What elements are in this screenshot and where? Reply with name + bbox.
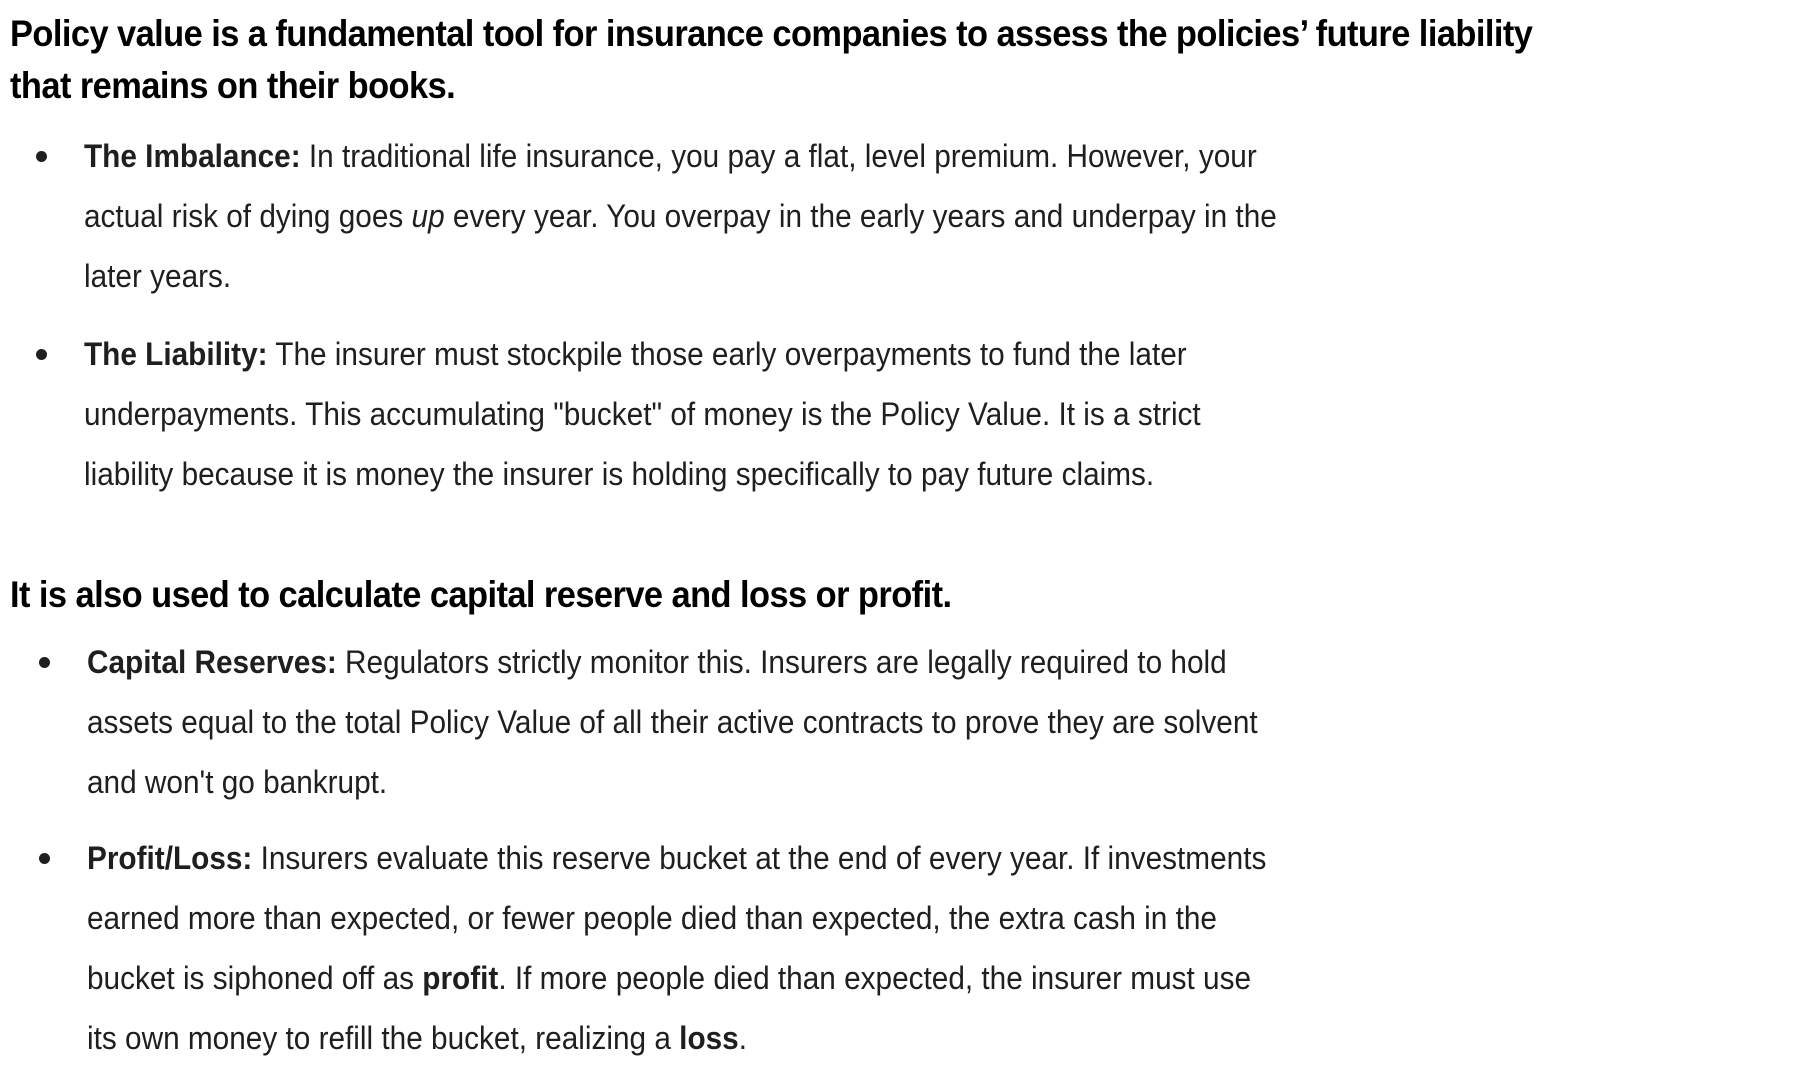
profit-emphasis: profit	[422, 960, 499, 996]
item-label: Capital Reserves:	[87, 644, 337, 680]
item-text: every year. You overpay in the early years and underpay in the	[444, 198, 1277, 234]
item-text: .	[738, 1020, 747, 1056]
section2-heading: It is also used to calculate capital reserve and loss or profit.	[10, 574, 952, 615]
item-label: Profit/Loss:	[87, 840, 253, 876]
item-text: Regulators strictly monitor this. Insurers are legally required to hold	[336, 644, 1227, 680]
bullet-icon	[36, 349, 47, 360]
section1-heading-line2: that remains on their books.	[10, 65, 456, 106]
item-text: In traditional life insurance, you pay a flat, level premium. However, your	[300, 138, 1257, 174]
item-text: liability because it is money the insurer is holding specifically to pay future claims.	[84, 456, 1155, 492]
list-item-profit-loss	[3, 828, 1355, 1068]
item-text: . If more people died than expected, the insurer must use	[498, 960, 1252, 996]
bullet-icon	[36, 151, 47, 162]
list-item-liability	[0, 324, 1367, 504]
item-text: assets equal to the total Policy Value of all their active contracts to prove they are solvent	[87, 704, 1258, 740]
section1-heading	[10, 8, 1532, 112]
item-label: The Imbalance:	[84, 138, 301, 174]
item-text: earned more than expected, or fewer people died than expected, the extra cash in the	[87, 900, 1217, 936]
list-item-capital-reserves	[3, 632, 1355, 812]
bullet-icon	[39, 853, 50, 864]
item-text: underpayments. This accumulating "bucket" of money is the Policy Value. It is a strict	[84, 396, 1201, 432]
item-text: later years.	[84, 258, 232, 294]
list-item-imbalance	[0, 126, 1367, 306]
section2-list	[3, 632, 1355, 1068]
section1-list	[0, 126, 1367, 504]
item-label: The Liability:	[84, 336, 268, 372]
item-text: Insurers evaluate this reserve bucket at the end of every year. If investments	[252, 840, 1267, 876]
bullet-icon	[39, 657, 50, 668]
section1-heading-line1: Policy value is a fundamental tool for insurance companies to assess the policies’ future liability	[10, 13, 1533, 54]
emphasis-text: up	[411, 198, 445, 234]
item-text: its own money to refill the bucket, realizing a	[87, 1020, 680, 1056]
item-text: actual risk of dying goes	[84, 198, 412, 234]
loss-emphasis: loss	[679, 1020, 739, 1056]
item-text: The insurer must stockpile those early overpayments to fund the later	[267, 336, 1187, 372]
item-text: bucket is siphoned off as	[87, 960, 423, 996]
item-text: and won't go bankrupt.	[87, 764, 388, 800]
